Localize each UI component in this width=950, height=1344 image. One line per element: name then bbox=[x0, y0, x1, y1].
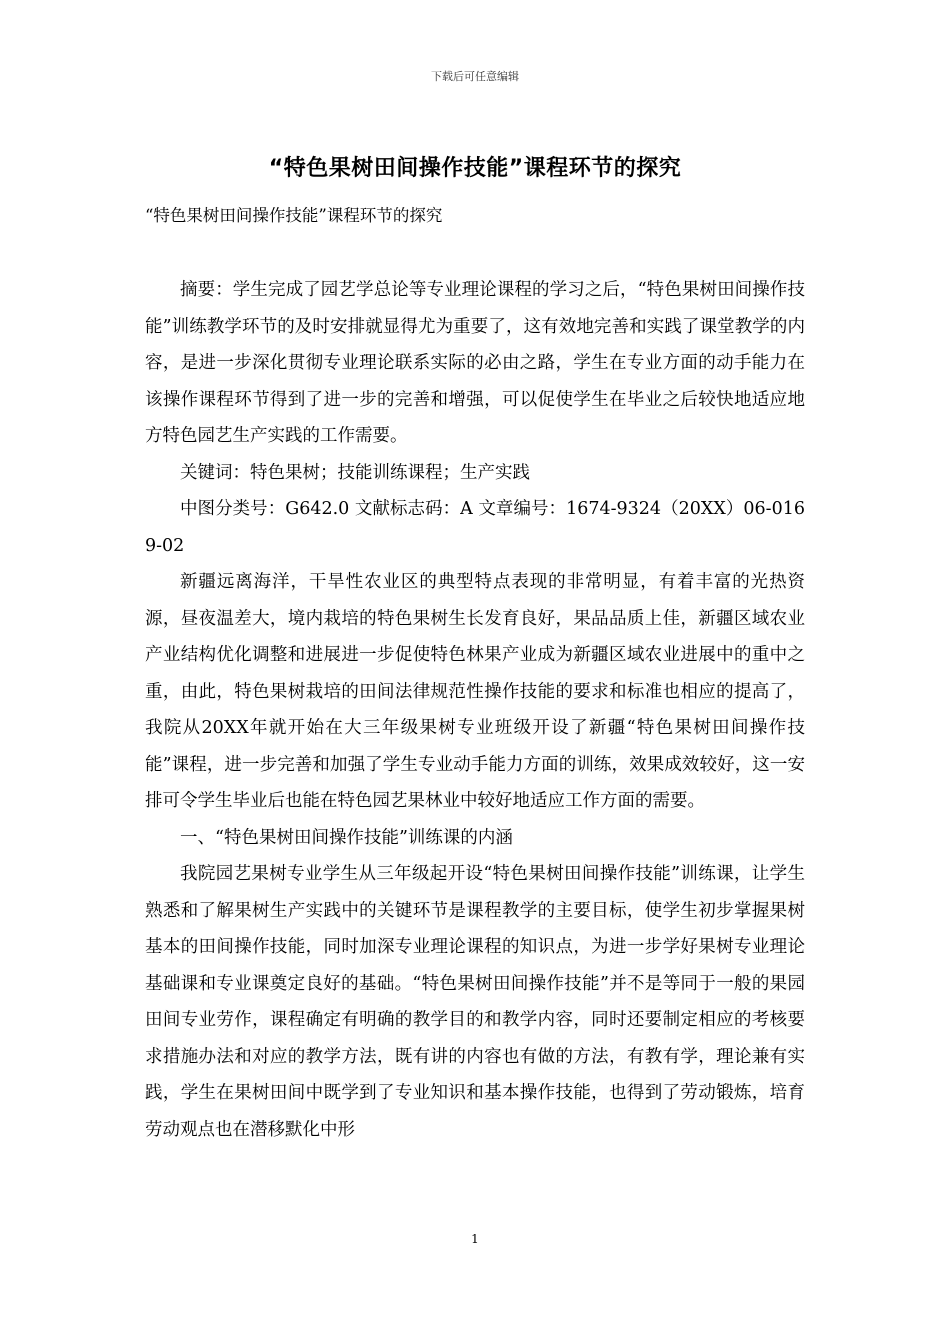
document-title: “特色果树田间操作技能”课程环节的探究 bbox=[268, 156, 682, 181]
header-note: 下载后可任意编辑 bbox=[431, 70, 519, 83]
page-number: 1 bbox=[471, 1232, 479, 1246]
section-heading: 一、“特色果树田间操作技能”训练课的内涵 bbox=[180, 827, 513, 848]
abstract-paragraph: 摘要：学生完成了园艺学总论等专业理论课程的学习之后，“特色果树田间操作技能”训练教学环节的及时安排就显得尤为重要了，这有效地完善和实践了课堂教学的内容，是进一步深化贯彻专业理论联系实际的必由之路，学生在专业方面的动手能力在该操作课程环节得到了进一步的完善和增强，可以促使学生在毕业之后较快地适应地方特色园艺生产实践的工作需要。 bbox=[145, 280, 805, 446]
intro-paragraph: 新疆远离海洋，干旱性农业区的典型特点表现的非常明显，有着丰富的光热资源，昼夜温差大，境内栽培的特色果树生长发育良好，果品品质上佳，新疆区域农业产业结构优化调整和进展进一步促使特色林果产业成为新疆区域农业进展中的重中之重，由此，特色果树栽培的田间法律规范性操作技能的要求和标准也相应的提高了，我院从20XX年就开始在大三年级果树专业班级开设了新疆“特色果树田间操作技能”课程，进一步完善和加强了学生专业动手能力方面的训练，效果成效较好，这一安排可令学生毕业后也能在特色园艺果林业中较好地适应工作方面的需要。 bbox=[145, 572, 805, 811]
classification-paragraph: 中图分类号：G642.0 文献标志码：A 文章编号：1674-9324（20XX）06-0169-02 bbox=[145, 499, 805, 556]
document-subtitle: “特色果树田间操作技能”课程环节的探究 bbox=[145, 206, 443, 225]
keywords-paragraph: 关键词：特色果树；技能训练课程；生产实践 bbox=[180, 462, 530, 483]
section-paragraph: 我院园艺果树专业学生从三年级起开设“特色果树田间操作技能”训练课，让学生熟悉和了解果树生产实践中的关键环节是课程教学的主要目标，使学生初步掌握果树基本的田间操作技能，同时加深专业理论课程的知识点，为进一步学好果树专业理论基础课和专业课奠定良好的基础。“特色果树田间操作技能”并不是等同于一般的果园田间专业劳作，课程确定有明确的教学目的和教学内容，同时还要制定相应的考核要求措施办法和对应的教学方法，既有讲的内容也有做的方法，有教有学，理论兼有实践，学生在果树田间中既学到了专业知识和基本操作技能，也得到了劳动锻炼，培育劳动观点也在潜移默化中形 bbox=[145, 864, 805, 1140]
document-body bbox=[145, 272, 805, 1148]
